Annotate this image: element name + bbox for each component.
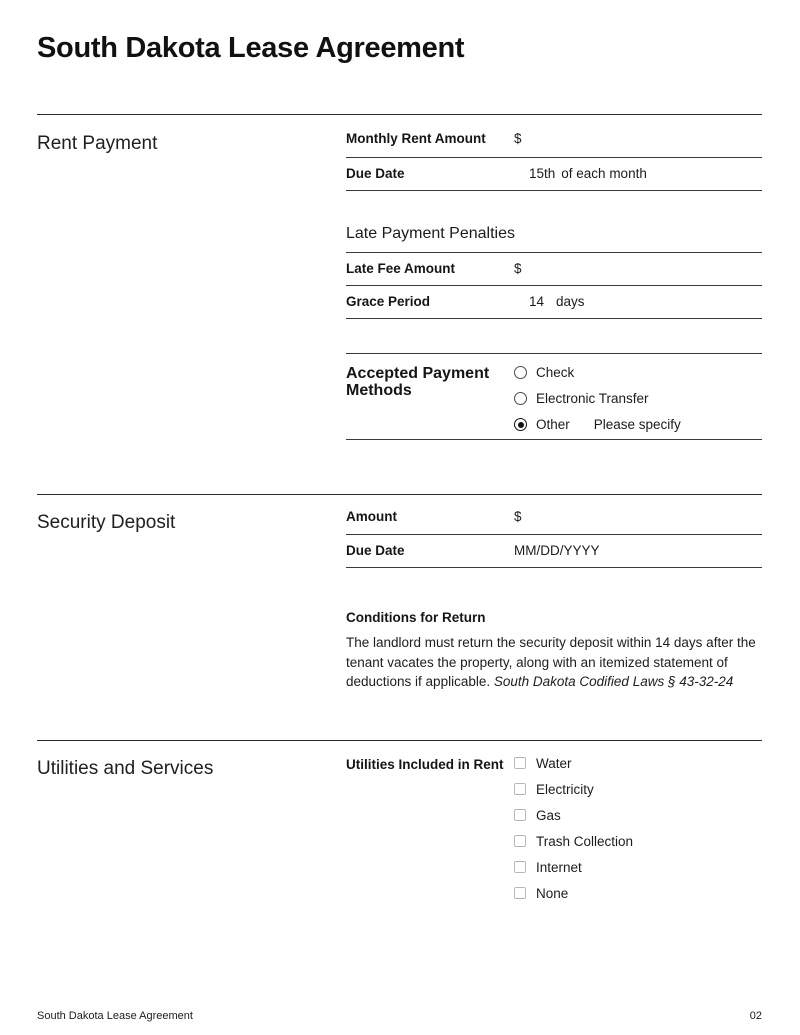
grace-period-value: 14 (529, 294, 545, 309)
field-monthly-rent (346, 115, 762, 158)
checkbox-option-label: Gas (536, 807, 561, 823)
section-title-utilities: Utilities and Services (37, 757, 214, 779)
checkbox-option-none[interactable] (514, 886, 762, 901)
footer-title: South Dakota Lease Agreement (37, 1010, 193, 1022)
deposit-amount-label: Amount (346, 509, 397, 524)
date-placeholder: MM/DD/YYYY (514, 543, 600, 558)
currency-prefix: $ (514, 261, 522, 276)
checkbox-option-trash-collection[interactable] (514, 834, 762, 849)
section-rent-payment-right (346, 115, 762, 494)
checkbox-option-water[interactable] (514, 756, 762, 771)
page-footer (37, 1010, 762, 1022)
deposit-due-date-label: Due Date (346, 543, 405, 558)
radio-option-other[interactable] (514, 417, 762, 432)
radio-icon[interactable] (514, 392, 527, 405)
checkbox-option-internet[interactable] (514, 860, 762, 875)
radio-selected-icon[interactable] (514, 418, 527, 431)
currency-prefix: $ (514, 131, 522, 146)
field-deposit-due-date (346, 535, 762, 568)
field-late-fee (346, 253, 762, 286)
radio-option-label: Check (536, 365, 575, 380)
checkbox-icon[interactable] (514, 757, 526, 769)
please-specify-input[interactable]: Please specify (593, 417, 681, 432)
section-utilities-left (37, 741, 346, 901)
radio-option-label: Electronic Transfer (536, 391, 649, 406)
utilities-options (514, 756, 762, 901)
checkbox-option-label: Electricity (536, 781, 594, 797)
utilities-included-label: Utilities Included in Rent (346, 756, 504, 772)
conditions-text (346, 633, 762, 692)
section-utilities (37, 740, 762, 901)
section-security-deposit-left (37, 495, 346, 740)
radio-icon[interactable] (514, 366, 527, 379)
late-fee-label: Late Fee Amount (346, 261, 456, 276)
section-security-deposit (37, 494, 762, 740)
late-fee-input[interactable] (514, 260, 762, 277)
accepted-payment-methods-label: Accepted Payment Methods (346, 365, 490, 399)
field-rent-due-date (346, 158, 762, 191)
field-deposit-amount (346, 495, 762, 535)
checkbox-option-gas[interactable] (514, 808, 762, 823)
grace-period-input[interactable] (514, 293, 762, 310)
conditions-citation: South Dakota Codified Laws § 43-32-24 (493, 674, 734, 689)
grace-period-label: Grace Period (346, 294, 431, 309)
section-rent-payment-left (37, 115, 346, 494)
section-rent-payment (37, 114, 762, 494)
footer-page-number: 02 (749, 1010, 762, 1022)
field-utilities-included (346, 741, 762, 901)
late-penalties-heading: Late Payment Penalties (346, 224, 762, 253)
field-grace-period (346, 286, 762, 319)
section-security-deposit-right (346, 495, 762, 740)
checkbox-option-label: None (536, 885, 569, 901)
checkbox-icon[interactable] (514, 861, 526, 873)
checkbox-option-label: Trash Collection (536, 833, 634, 849)
section-title-security-deposit: Security Deposit (37, 512, 176, 533)
deposit-due-date-input[interactable] (514, 542, 762, 559)
deposit-amount-input[interactable] (514, 508, 762, 525)
radio-option-electronic-transfer[interactable] (514, 391, 762, 406)
conditions-body: The landlord must return the security deposit within 14 days after the tenant vacates the property, along with an itemized statement of deductions if applicable. (346, 635, 756, 689)
page-title: South Dakota Lease Agreement (37, 32, 465, 64)
grace-period-suffix: days (556, 294, 585, 309)
rent-due-date-suffix: of each month (561, 166, 647, 181)
conditions-for-return (346, 609, 762, 692)
section-utilities-right (346, 741, 762, 901)
rent-due-date-input[interactable] (514, 165, 762, 182)
conditions-heading: Conditions for Return (346, 610, 486, 625)
checkbox-icon[interactable] (514, 835, 526, 847)
monthly-rent-label: Monthly Rent Amount (346, 131, 486, 146)
checkbox-option-electricity[interactable] (514, 782, 762, 797)
payment-method-options (514, 365, 762, 432)
rent-due-date-label: Due Date (346, 166, 405, 181)
checkbox-icon[interactable] (514, 809, 526, 821)
rent-due-date-value: 15th (529, 166, 556, 181)
checkbox-icon[interactable] (514, 783, 526, 795)
section-title-rent-payment: Rent Payment (37, 133, 158, 154)
monthly-rent-input[interactable] (514, 130, 762, 147)
checkbox-option-label: Water (536, 755, 572, 771)
radio-option-check[interactable] (514, 365, 762, 380)
radio-option-label: Other (536, 417, 570, 432)
checkbox-option-label: Internet (536, 859, 582, 875)
currency-prefix: $ (514, 509, 522, 524)
checkbox-icon[interactable] (514, 887, 526, 899)
field-accepted-payment-methods (346, 353, 762, 440)
